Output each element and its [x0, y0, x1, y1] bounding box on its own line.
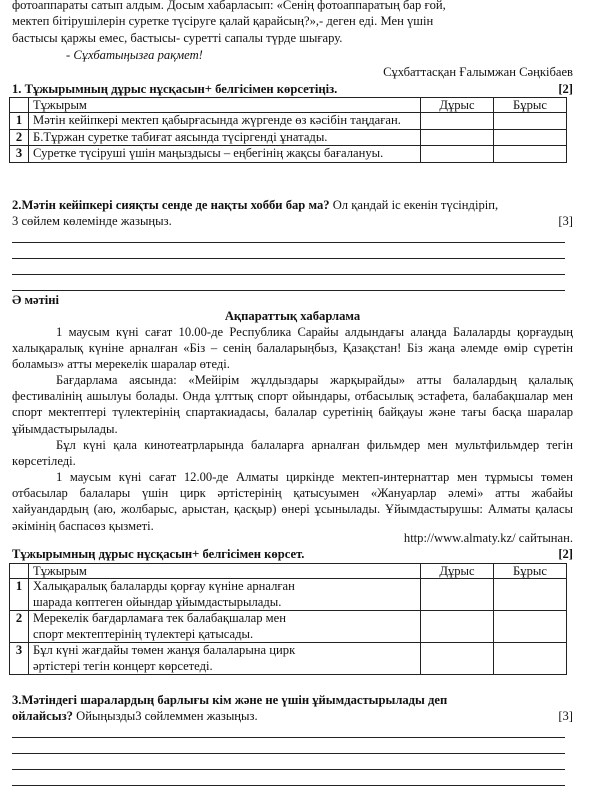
row-statement: Халықаралық балаларды қорғау күніне арналған шарада көптеген ойындар ұйымдастырылады. [29, 579, 421, 611]
task2-title-bold: 2.Мәтін кейіпкері сияқты сенде де нақты хобби бар ма? [12, 198, 330, 212]
table-header-row [10, 98, 567, 113]
task1-title: 1. Тұжырымның дұрыс нұсқасын+ белгісімен көрсетіңіз. [12, 82, 338, 96]
intro-line-2: мектеп бітірушілерін суретке түсіруге қалай қарайсың?»,- деген еді. Мен үшін [12, 14, 434, 28]
answer-true-cell[interactable] [421, 146, 494, 163]
answer-false-cell[interactable] [494, 643, 567, 675]
answer-line[interactable] [12, 274, 565, 275]
task1-points: [2] [558, 82, 573, 96]
table-row [10, 129, 567, 146]
row-number: 3 [10, 146, 29, 163]
intro-line-3: бастысы қаржы емес, бастысы- суретті сапалы түрде шығару. [12, 31, 343, 45]
answer-false-cell[interactable] [494, 579, 567, 611]
row-number: 3 [10, 643, 29, 675]
row-statement: Бұл күні жағдайы төмен жанұя балаларына цирк әртістері тегін концерт көрсетеді. [29, 643, 421, 675]
answer-line[interactable] [12, 737, 565, 738]
interviewer-signature: Сұхбаттасқан Ғалымжан Сәңкібаев [383, 65, 573, 79]
answer-true-cell[interactable] [421, 643, 494, 675]
header-statement: Тұжырым [29, 564, 421, 579]
answer-false-cell[interactable] [494, 611, 567, 643]
answer-false-cell[interactable] [494, 129, 567, 146]
table-row [10, 579, 567, 611]
answer-true-cell[interactable] [421, 113, 494, 130]
answer-line[interactable] [12, 258, 565, 259]
task1-table [9, 97, 567, 163]
header-false: Бұрыс [494, 98, 567, 113]
task2-title-rest: Ол қандай іс екенін түсіндіріп, [329, 198, 499, 212]
row-number: 1 [10, 579, 29, 611]
row-statement: Б.Тұржан суретке табиғат аясында түсіргенді ұнатады. [29, 129, 421, 146]
row-statement: Мәтін кейіпкері мектеп қабырғасында жүргенде өз кәсібін таңдаған. [29, 113, 421, 130]
header-statement: Тұжырым [29, 98, 421, 113]
source-suffix: сайтынан. [515, 531, 573, 545]
answer-line[interactable] [12, 290, 565, 291]
task3-table [9, 563, 567, 675]
table-row [10, 643, 567, 675]
task2-title [12, 197, 573, 213]
task4-title-line-2 [12, 708, 573, 724]
table-header-row [10, 564, 567, 579]
task3-points: [2] [558, 547, 573, 561]
answer-true-cell[interactable] [421, 579, 494, 611]
task4-title-rest: Ойыңызды3 сөйлеммен жазыңыз. [72, 709, 258, 723]
intro-line-1: фотоаппараты сатып алдым. Досым хабарласып: «Сенің фотоаппаратың бар ғой, [12, 0, 446, 12]
thanks-line: - Сұхбатыңызға рақмет! [66, 48, 203, 62]
table-row [10, 611, 567, 643]
text-b-label: Ә мәтіні [12, 293, 60, 307]
task4-title-bold: ойлайсыз? [12, 709, 73, 723]
task2-points: [3] [558, 214, 573, 228]
task2-line-2: 3 сөйлем көлемінде жазыңыз. [12, 214, 172, 228]
answer-line[interactable] [12, 242, 565, 243]
answer-line[interactable] [12, 785, 565, 786]
text-b-paragraph-3: Бұл күні қала кинотеатрларында балаларға арналған фильмдер мен мультфильмдер тегін көрсетіледі. [12, 438, 573, 469]
header-true: Дұрыс [421, 564, 494, 579]
answer-line[interactable] [12, 753, 565, 754]
source-link[interactable]: http://www.almaty.kz/ [403, 531, 516, 545]
answer-false-cell[interactable] [494, 146, 567, 163]
text-b-title: Ақпараттық хабарлама [224, 309, 361, 323]
answer-true-cell[interactable] [421, 611, 494, 643]
row-number: 1 [10, 113, 29, 130]
answer-true-cell[interactable] [421, 129, 494, 146]
row-number: 2 [10, 129, 29, 146]
answer-false-cell[interactable] [494, 113, 567, 130]
row-statement: Суретке түсіруші үшін маңыздысы – еңбегінің жақсы бағалануы. [29, 146, 421, 163]
answer-line[interactable] [12, 769, 565, 770]
task4-title-line-1: 3.Мәтіндегі шаралардың барлығы кім және не үшін ұйымдастырылады деп [12, 693, 448, 707]
task3-title: Тұжырымның дұрыс нұсқасын+ белгісімен көрсет. [12, 547, 305, 561]
table-row [10, 113, 567, 130]
header-false: Бұрыс [494, 564, 567, 579]
header-true: Дұрыс [421, 98, 494, 113]
row-statement: Мерекелік бағдарламаға тек балабақшалар мен спорт мектептерінің түлектері қатысады. [29, 611, 421, 643]
text-b-source [12, 530, 573, 546]
text-b-paragraph-1: 1 маусым күні сағат 10.00-де Республика Сарайы алдындағы алаңда Балаларды қорғаудың халықаралық күніне арналған «Біз – сенің балаларыңбыз, Қазақстан! Біз жаңа әлемде өмір сүретін боламыз» атты мерекелік шаралар өтеді. [12, 325, 573, 372]
task4-points: [3] [558, 709, 573, 723]
table-row [10, 146, 567, 163]
text-b-paragraph-4: 1 маусым күні сағат 12.00-де Алматы циркінде мектеп-интернаттар мен тұрмысы төмен отбасылар балалары үшін цирк әртістерінің қатысуымен «Жануарлар әлемі» атты жабайы хайуандардың (аю, жолбарыс, арыстан, қасқыр) өнері ұсынылады. Ұйымдастырушы: Алматы қаласы әкімінің баспасөз қызметі. [12, 470, 573, 533]
text-b-paragraph-2: Бағдарлама аясында: «Мейірім жұлдыздары жарқырайды» атты балалардың қалалық фестивалінің ашылуы болады. Онда ұлттық спорт ойындары, отбасылық эстафета, балабақшалар мен спорт мектептері түлектерінің спартакиадасы, балалар суретінің байқауы және тағы басқа шаралар ұйымдастырылады. [12, 373, 573, 436]
row-number: 2 [10, 611, 29, 643]
